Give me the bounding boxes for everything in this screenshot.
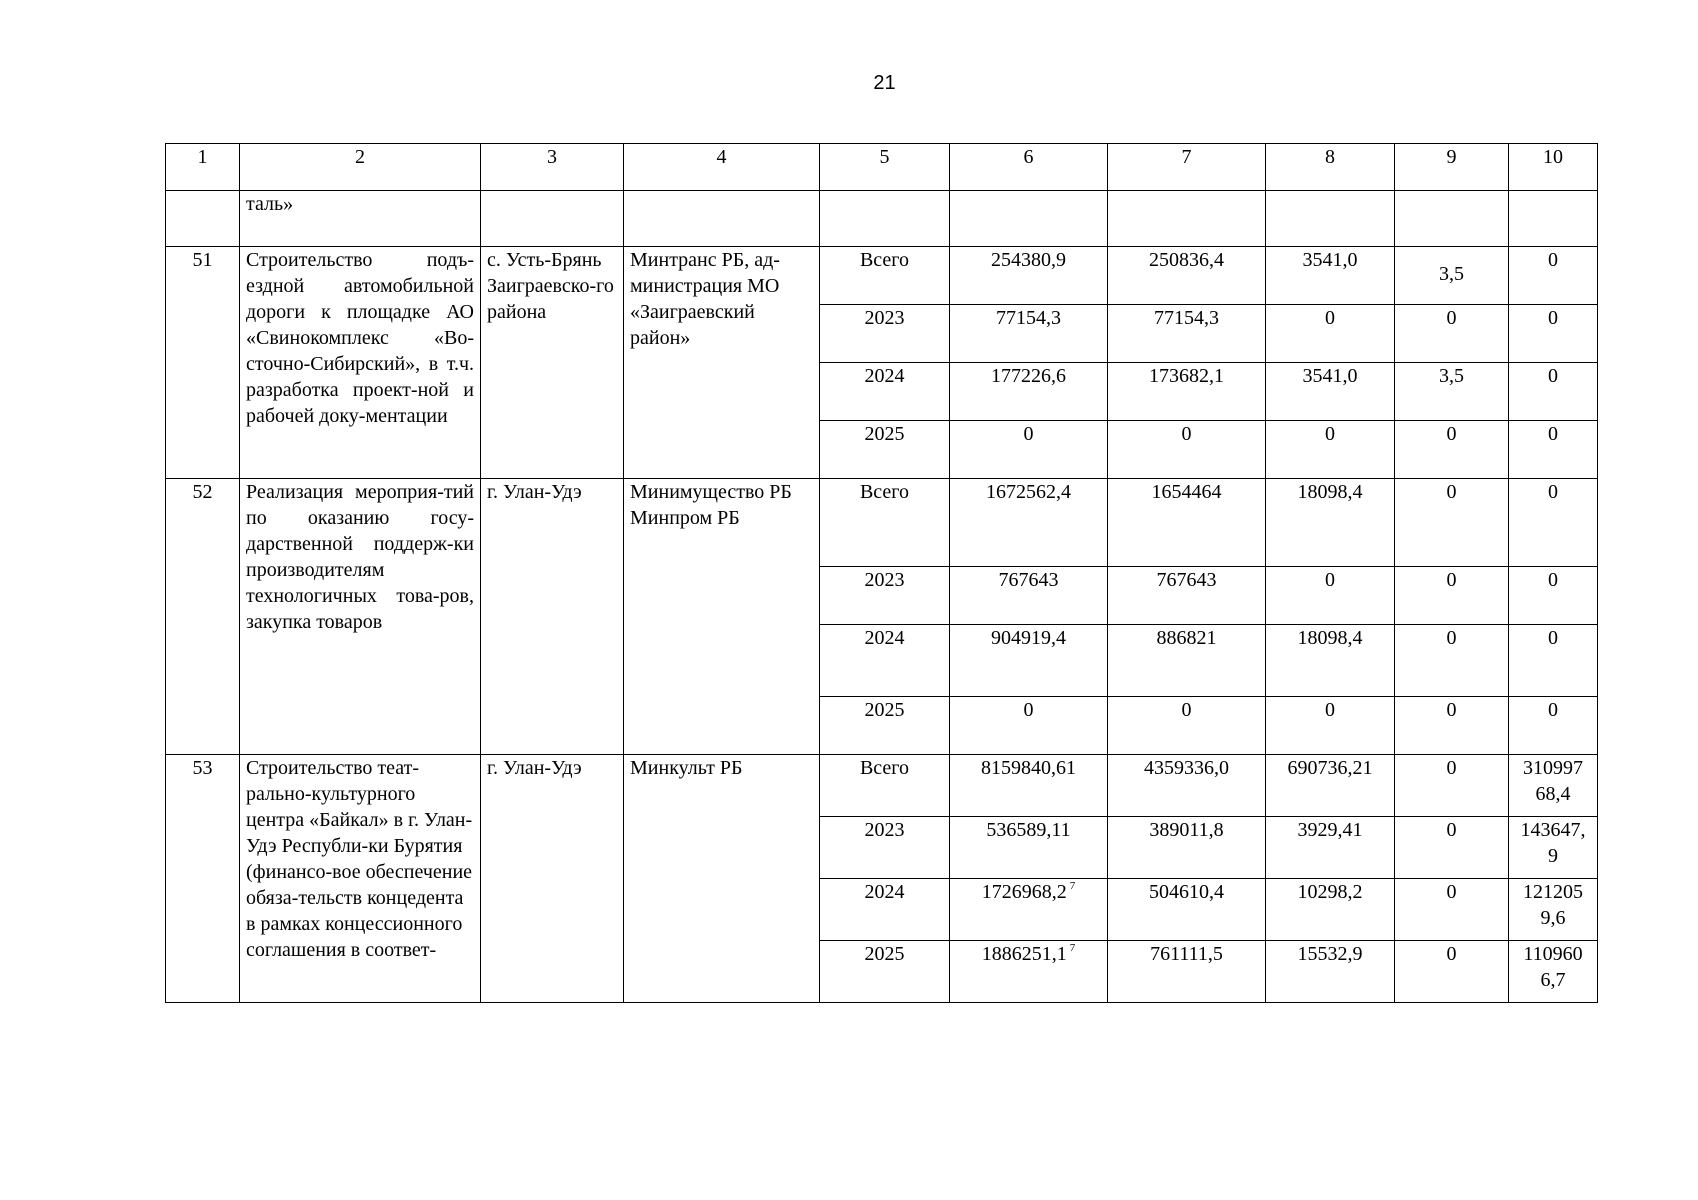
local-cell: 0: [1395, 697, 1509, 755]
federal-cell: 767643: [1108, 567, 1266, 625]
table-row: [166, 755, 1598, 817]
year-cell: 2023: [820, 817, 950, 879]
regional-cell: 3541,0: [1266, 363, 1395, 421]
column-header: 5: [820, 144, 950, 191]
regional-cell: 0: [1266, 697, 1395, 755]
total-cell: 77154,3: [950, 305, 1108, 363]
federal-cell: 4359336,0: [1108, 755, 1266, 817]
local-cell: 0: [1395, 567, 1509, 625]
column-number-row: [166, 144, 1598, 191]
local-cell: 0: [1395, 879, 1509, 941]
federal-cell: 0: [1108, 697, 1266, 755]
item-name: Строительство подъ-ездной автомобильной дороги к площадке АО «Свинокомплекс «Во-сточно-Сибирский», в т.ч. разработка проект-ной и рабочей доку-ментации: [240, 247, 481, 479]
federal-cell: 389011,8: [1108, 817, 1266, 879]
local-cell: 0: [1395, 479, 1509, 567]
year-cell: 2024: [820, 363, 950, 421]
regional-cell: 0: [1266, 567, 1395, 625]
local-cell: 0: [1395, 941, 1509, 1003]
federal-cell: 250836,4: [1108, 247, 1266, 305]
other-cell: 121205 9,6: [1509, 879, 1598, 941]
item-name: Реализация мероприя-тий по оказанию госу-дарственной поддерж-ки производителям технологичных това-ров, закупка товаров: [240, 479, 481, 755]
cell-empty: [820, 191, 950, 247]
column-header: 2: [240, 144, 481, 191]
item-number: 53: [166, 755, 240, 1003]
federal-cell: 77154,3: [1108, 305, 1266, 363]
year-cell: Всего: [820, 479, 950, 567]
column-header: 9: [1395, 144, 1509, 191]
year-cell: 2025: [820, 421, 950, 479]
item-executor: Минтранс РБ, ад-министрация МО «Заиграевский район»: [624, 247, 820, 479]
other-cell: 0: [1509, 479, 1598, 567]
total-cell: [950, 879, 1108, 941]
federal-cell: 1654464: [1108, 479, 1266, 567]
continuation-row: [166, 191, 1598, 247]
cell-empty: [1509, 191, 1598, 247]
other-cell: 310997 68,4: [1509, 755, 1598, 817]
budget-table: [165, 143, 1598, 1003]
column-header: 3: [481, 144, 624, 191]
total-cell: 1672562,4: [950, 479, 1108, 567]
other-cell: 0: [1509, 421, 1598, 479]
item-name: Строительство теат-рально-культурного центра «Байкал» в г. Улан-Удэ Республи-ки Бурятия (финансо-вое обеспечение обяза-тельств концедента в рамках концессионного соглашения в соответ-: [240, 755, 481, 1003]
column-header: 6: [950, 144, 1108, 191]
item-number: 51: [166, 247, 240, 479]
year-cell: 2023: [820, 567, 950, 625]
cell-empty: [166, 191, 240, 247]
other-cell: 0: [1509, 697, 1598, 755]
continued-name-cell: таль»: [240, 191, 481, 247]
cell-empty: [1266, 191, 1395, 247]
cell-empty: [1108, 191, 1266, 247]
total-cell: 904919,4: [950, 625, 1108, 697]
cell-empty: [950, 191, 1108, 247]
federal-cell: 173682,1: [1108, 363, 1266, 421]
item-location: с. Усть-Брянь Заиграевско-го района: [481, 247, 624, 479]
other-cell: 0: [1509, 247, 1598, 305]
regional-cell: 0: [1266, 305, 1395, 363]
column-header: 1: [166, 144, 240, 191]
footnote-mark: 7: [1069, 942, 1076, 954]
total-cell: [950, 941, 1108, 1003]
federal-cell: 761111,5: [1108, 941, 1266, 1003]
cell-empty: [1395, 191, 1509, 247]
year-cell: 2024: [820, 625, 950, 697]
local-cell: 0: [1395, 421, 1509, 479]
year-cell: 2025: [820, 941, 950, 1003]
federal-cell: 0: [1108, 421, 1266, 479]
local-cell: 0: [1395, 817, 1509, 879]
regional-cell: 10298,2: [1266, 879, 1395, 941]
regional-cell: 0: [1266, 421, 1395, 479]
cell-empty: [624, 191, 820, 247]
total-value: 1726968,2: [981, 881, 1067, 903]
total-cell: 767643: [950, 567, 1108, 625]
local-cell: 0: [1395, 305, 1509, 363]
regional-cell: 18098,4: [1266, 479, 1395, 567]
local-cell: 0: [1395, 755, 1509, 817]
total-cell: 0: [950, 697, 1108, 755]
other-cell: 0: [1509, 305, 1598, 363]
other-cell: 110960 6,7: [1509, 941, 1598, 1003]
total-cell: 0: [950, 421, 1108, 479]
column-header: 8: [1266, 144, 1395, 191]
total-value: 1886251,1: [981, 943, 1067, 965]
local-cell: 3,5: [1395, 363, 1509, 421]
other-cell: 0: [1509, 363, 1598, 421]
year-cell: Всего: [820, 755, 950, 817]
item-number: 52: [166, 479, 240, 755]
total-cell: 8159840,61: [950, 755, 1108, 817]
item-executor: Минкульт РБ: [624, 755, 820, 1003]
regional-cell: 3929,41: [1266, 817, 1395, 879]
local-cell: 3,5: [1395, 247, 1509, 305]
other-cell: 0: [1509, 567, 1598, 625]
total-cell: 254380,9: [950, 247, 1108, 305]
column-header: 10: [1509, 144, 1598, 191]
federal-cell: 504610,4: [1108, 879, 1266, 941]
page-number: 21: [873, 72, 896, 94]
other-cell: 143647, 9: [1509, 817, 1598, 879]
year-cell: 2024: [820, 879, 950, 941]
year-cell: 2023: [820, 305, 950, 363]
regional-cell: 15532,9: [1266, 941, 1395, 1003]
other-cell: 0: [1509, 625, 1598, 697]
item-location: г. Улан-Удэ: [481, 755, 624, 1003]
regional-cell: 690736,21: [1266, 755, 1395, 817]
year-cell: 2025: [820, 697, 950, 755]
year-cell: Всего: [820, 247, 950, 305]
footnote-mark: 7: [1069, 880, 1076, 892]
table-row: [166, 247, 1598, 305]
column-header: 7: [1108, 144, 1266, 191]
local-cell: 0: [1395, 625, 1509, 697]
total-cell: 177226,6: [950, 363, 1108, 421]
item-location: г. Улан-Удэ: [481, 479, 624, 755]
column-header: 4: [624, 144, 820, 191]
total-cell: 536589,11: [950, 817, 1108, 879]
item-executor: Минимущество РБ Минпром РБ: [624, 479, 820, 755]
regional-cell: 3541,0: [1266, 247, 1395, 305]
federal-cell: 886821: [1108, 625, 1266, 697]
table-row: [166, 479, 1598, 567]
cell-empty: [481, 191, 624, 247]
regional-cell: 18098,4: [1266, 625, 1395, 697]
